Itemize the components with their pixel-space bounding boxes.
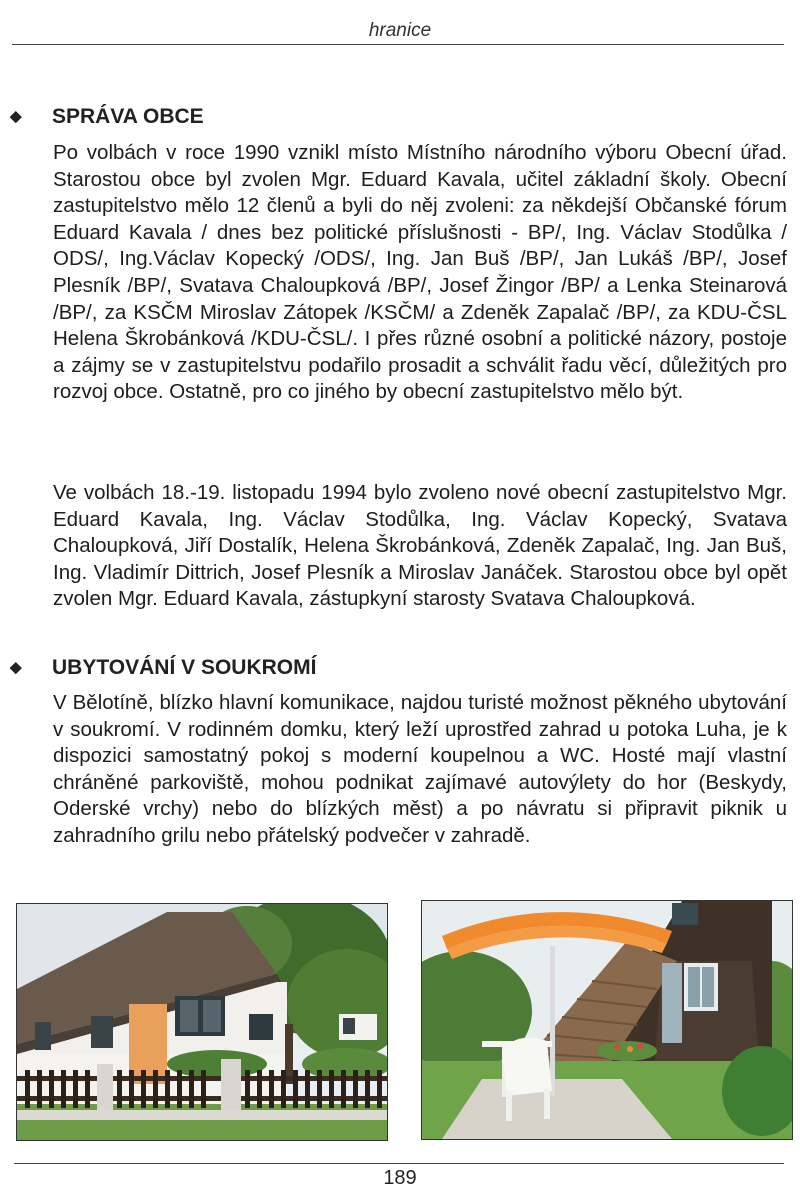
section-heading-sprava-obce: [10, 105, 204, 129]
paragraph-ubytovani: V Bělotíně, blízko hlavní komunikace, najdou turisté možnost pěkného ubytování v soukromí. V rodinném domku, který leží uprostřed zahrad u potoka Luha, je k dispozici samostatný pokoj s moderní koupelnou a WC. Hosté mají vlastní chráněné parkoviště, mohou podnikat zajímavé autovýlety do hor (Beskydy, Oderské vrchy) nebo do blízkých měst) a po návratu si připravit piknik u zahradního grilu nebo přátelský podvečer v zahradě.: [53, 691, 787, 847]
diamond-bullet-icon: ◆: [10, 659, 22, 676]
paragraph-sprava-obce-1: Po volbách v roce 1990 vznikl místo Místního národního výboru Obecní úřad. Starostou obce byl zvolen Mgr. Eduard Kavala, učitel základní školy. Obecní zastupitelstvo mělo 12 členů a byli do něj zvoleni: za někdejší Občanské fórum Eduard Kavala / dnes bez politické příslušnosti - BP/, Ing. Václav Stodůlka / ODS/, Ing.Václav Kopecký /ODS/, Ing. Jan Buš /BP/, Jan Lukáš /BP/, Josef Plesník /BP/, Svatava Chaloupková /BP/, Josef Žingor /BP/ a Lenka Steinarová /BP/, za KSČM Miroslav Zátopek /KSČM/ a Zdeněk Zapalač /BP/, za KDU-ČSL Helena Škrobánková /KDU-ČSL/. I přes různé osobní a politické názory, postoje a zájmy se v zastupitelstvu podařilo prosadit a schválit řadu věcí, důležitých pro rozvoj obce. Ostatně, pro co jiného by obecní zastupitelstvo mělo být.: [53, 141, 787, 404]
section-heading-text: UBYTOVÁNÍ V SOUKROMÍ: [52, 656, 317, 679]
running-header: hranice: [368, 20, 432, 41]
cottage-illustration: [422, 901, 792, 1139]
footer-rule: [14, 1163, 784, 1164]
photo-cottage-with-parasol: [421, 900, 793, 1140]
photo-house-with-fence: [16, 903, 388, 1141]
section-heading-ubytovani: [10, 656, 316, 680]
diamond-bullet-icon: ◆: [10, 108, 22, 125]
section-heading-text: SPRÁVA OBCE: [52, 105, 204, 128]
header-rule: [12, 44, 784, 45]
page-number: 189: [383, 1167, 417, 1189]
paragraph-sprava-obce-2: Ve volbách 18.-19. listopadu 1994 bylo zvoleno nové obecní zastupitelstvo Mgr. Eduard Kavala, Ing. Václav Stodůlka, Ing. Václav Kopecký, Svatava Chaloupková, Jiří Dostalík, Helena Škrobánková, Zdeněk Zapalač, Ing. Jan Buš, Ing. Vladimír Dittrich, Josef Plesník a Miroslav Janáček. Starostou obce byl opět zvolen Mgr. Eduard Kavala, zástupkyní starosty Svatava Chaloupková.: [53, 481, 787, 611]
house-illustration: [17, 904, 387, 1140]
